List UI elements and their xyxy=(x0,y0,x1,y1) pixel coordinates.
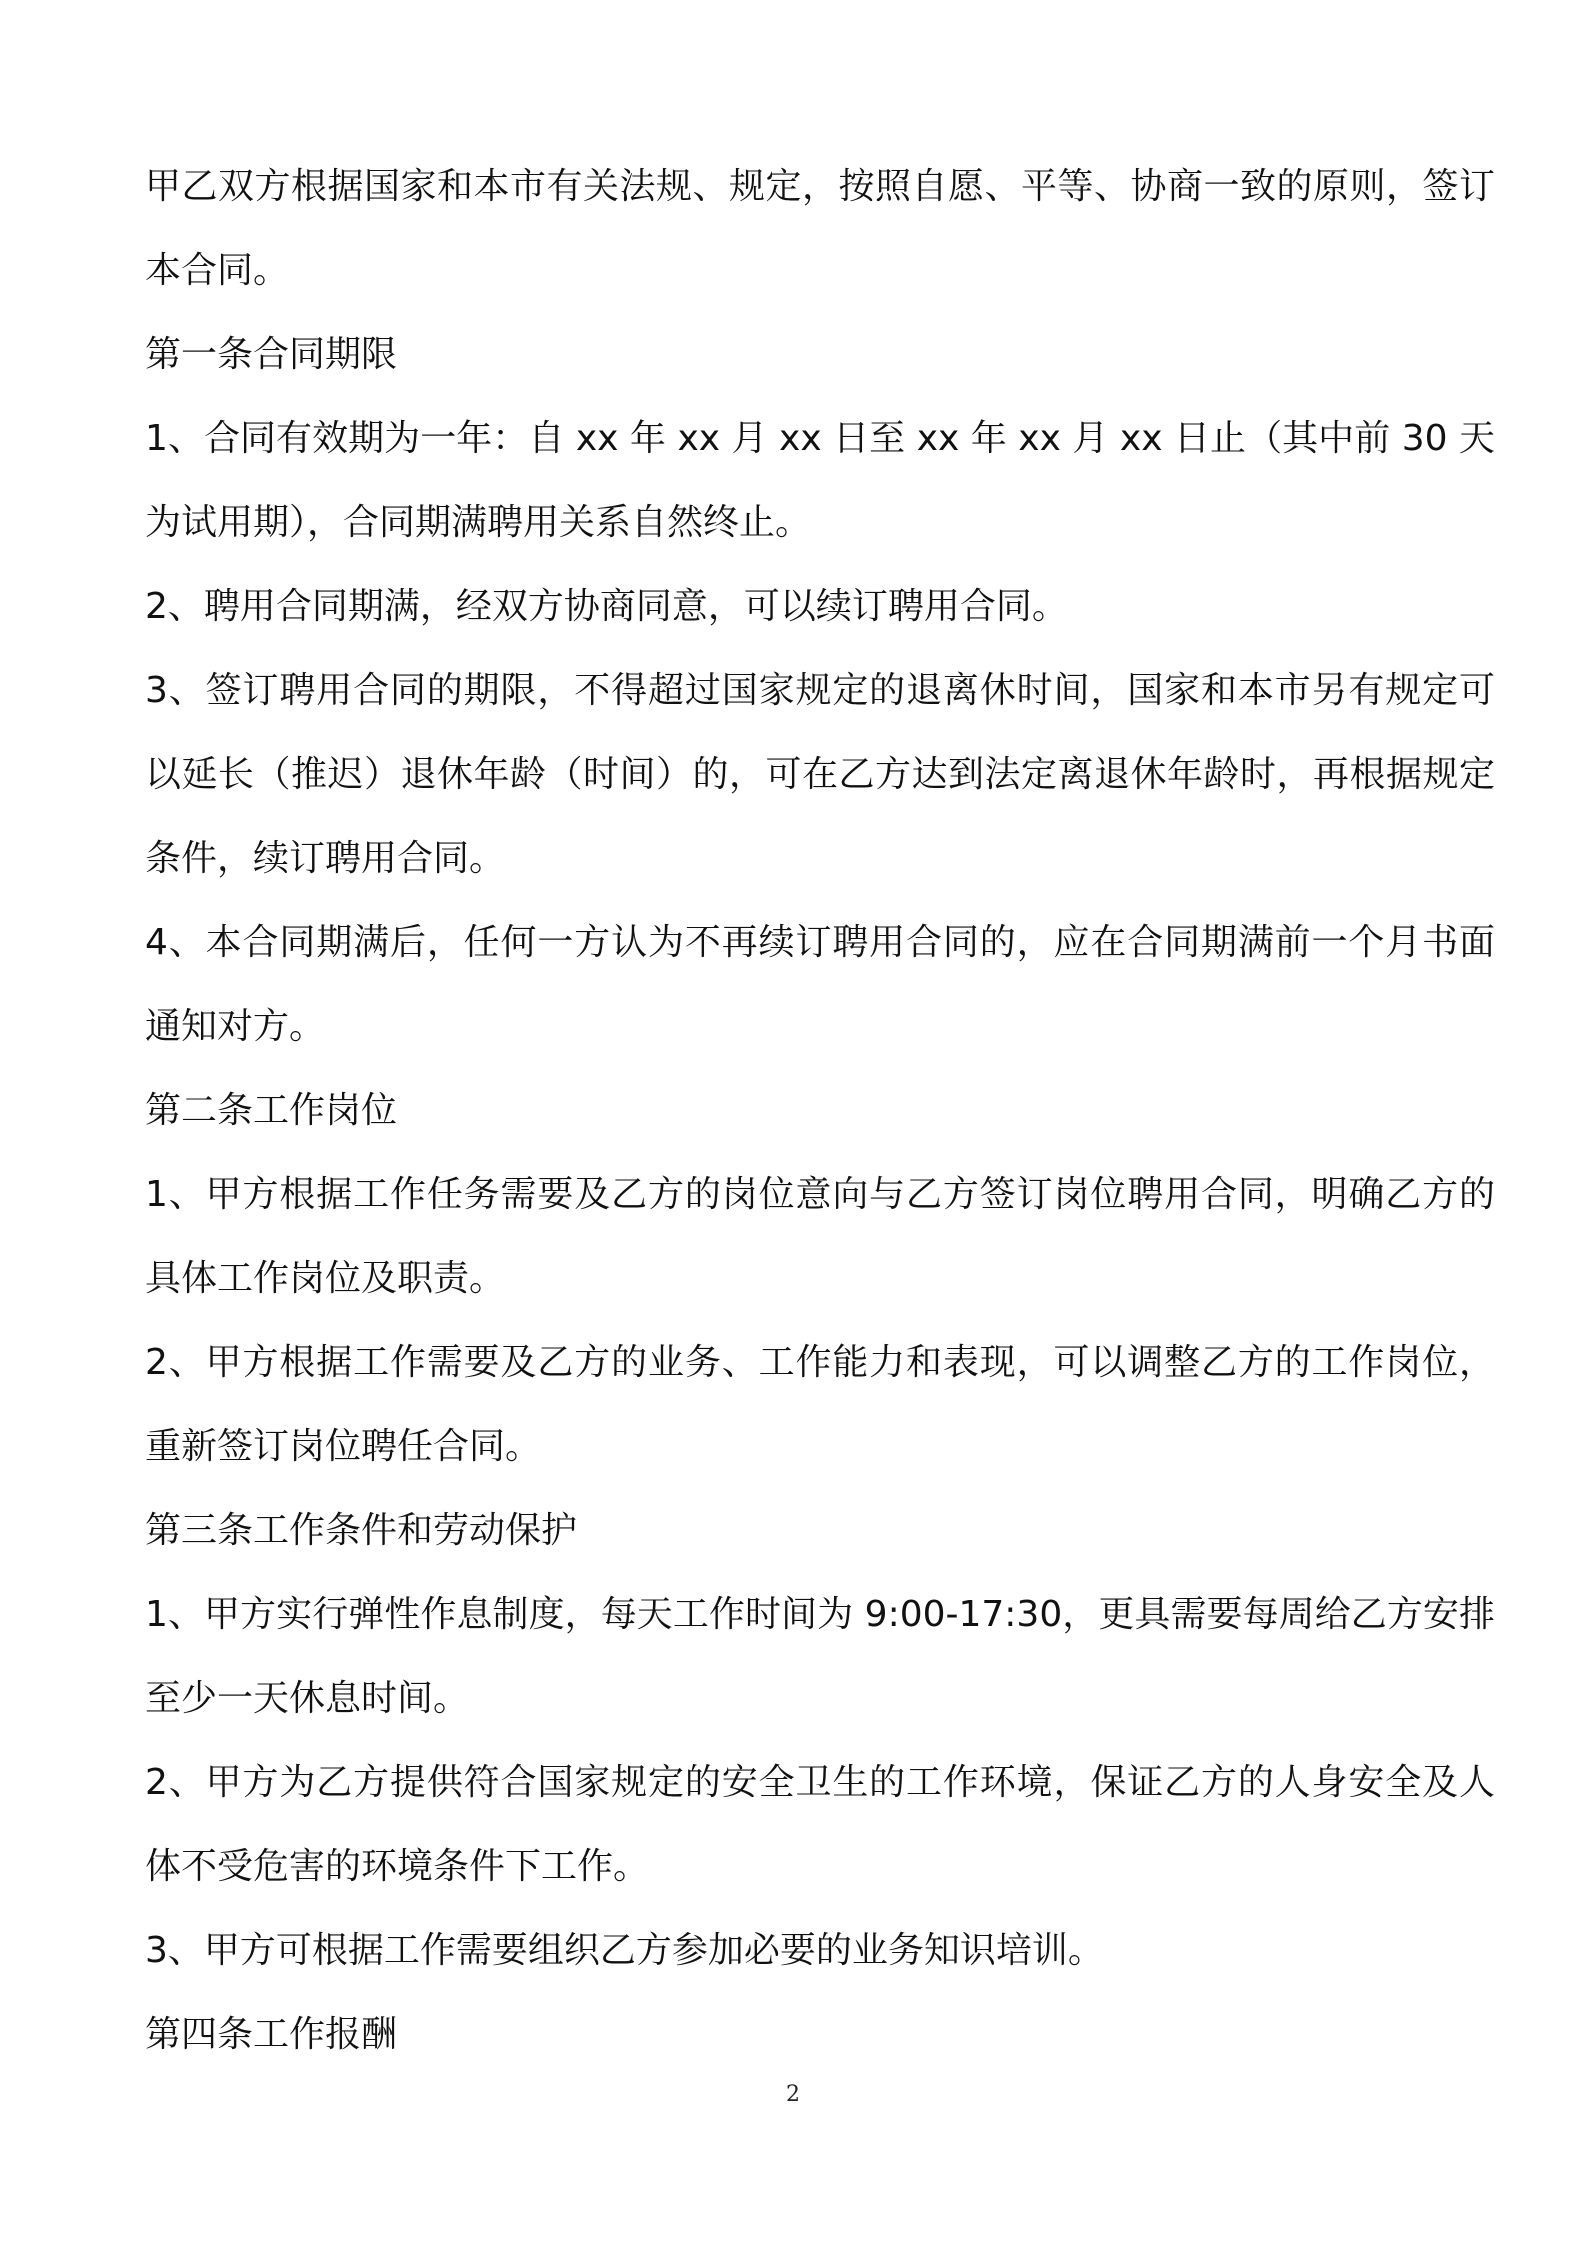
clause-1-2: 2、聘用合同期满，经双方协商同意，可以续订聘用合同。 xyxy=(145,586,1068,627)
clause-1-1: 1、合同有效期为一年：自 xx 年 xx 月 xx 日至 xx 年 xx 月 xx 日止（其中前 30 天为试用期），合同期满聘用关系自然终止。 xyxy=(145,418,1495,543)
paragraph-preamble: 甲乙双方根据国家和本市有关法规、规定，按照自愿、平等、协商一致的原则，签订本合同。 xyxy=(145,166,1495,291)
clause-2-1: 1、甲方根据工作任务需要及乙方的岗位意向与乙方签订岗位聘用合同，明确乙方的具体工作岗位及职责。 xyxy=(145,1174,1495,1299)
clause-1-4: 4、本合同期满后，任何一方认为不再续订聘用合同的，应在合同期满前一个月书面通知对方。 xyxy=(145,922,1495,1047)
clause-3-2: 2、甲方为乙方提供符合国家规定的安全卫生的工作环境，保证乙方的人身安全及人体不受危害的环境条件下工作。 xyxy=(145,1762,1495,1887)
article-heading-2: 第二条工作岗位 xyxy=(145,1090,398,1131)
article-heading-1: 第一条合同期限 xyxy=(145,334,398,375)
clause-1-3: 3、签订聘用合同的期限，不得超过国家规定的退离休时间，国家和本市另有规定可以延长（推迟）退休年龄（时间）的，可在乙方达到法定离退休年龄时，再根据规定条件，续订聘用合同。 xyxy=(145,670,1495,879)
document-body xyxy=(145,145,1495,2077)
article-heading-4: 第四条工作报酬 xyxy=(145,2014,398,2055)
clause-2-2: 2、甲方根据工作需要及乙方的业务、工作能力和表现，可以调整乙方的工作岗位，重新签订岗位聘任合同。 xyxy=(145,1342,1495,1467)
clause-3-3: 3、甲方可根据工作需要组织乙方参加必要的业务知识培训。 xyxy=(145,1930,1104,1971)
article-heading-3: 第三条工作条件和劳动保护 xyxy=(145,1510,578,1551)
clause-3-1: 1、甲方实行弹性作息制度，每天工作时间为 9:00-17:30，更具需要每周给乙方安排至少一天休息时间。 xyxy=(145,1594,1495,1719)
page-number: 2 xyxy=(786,2082,800,2107)
